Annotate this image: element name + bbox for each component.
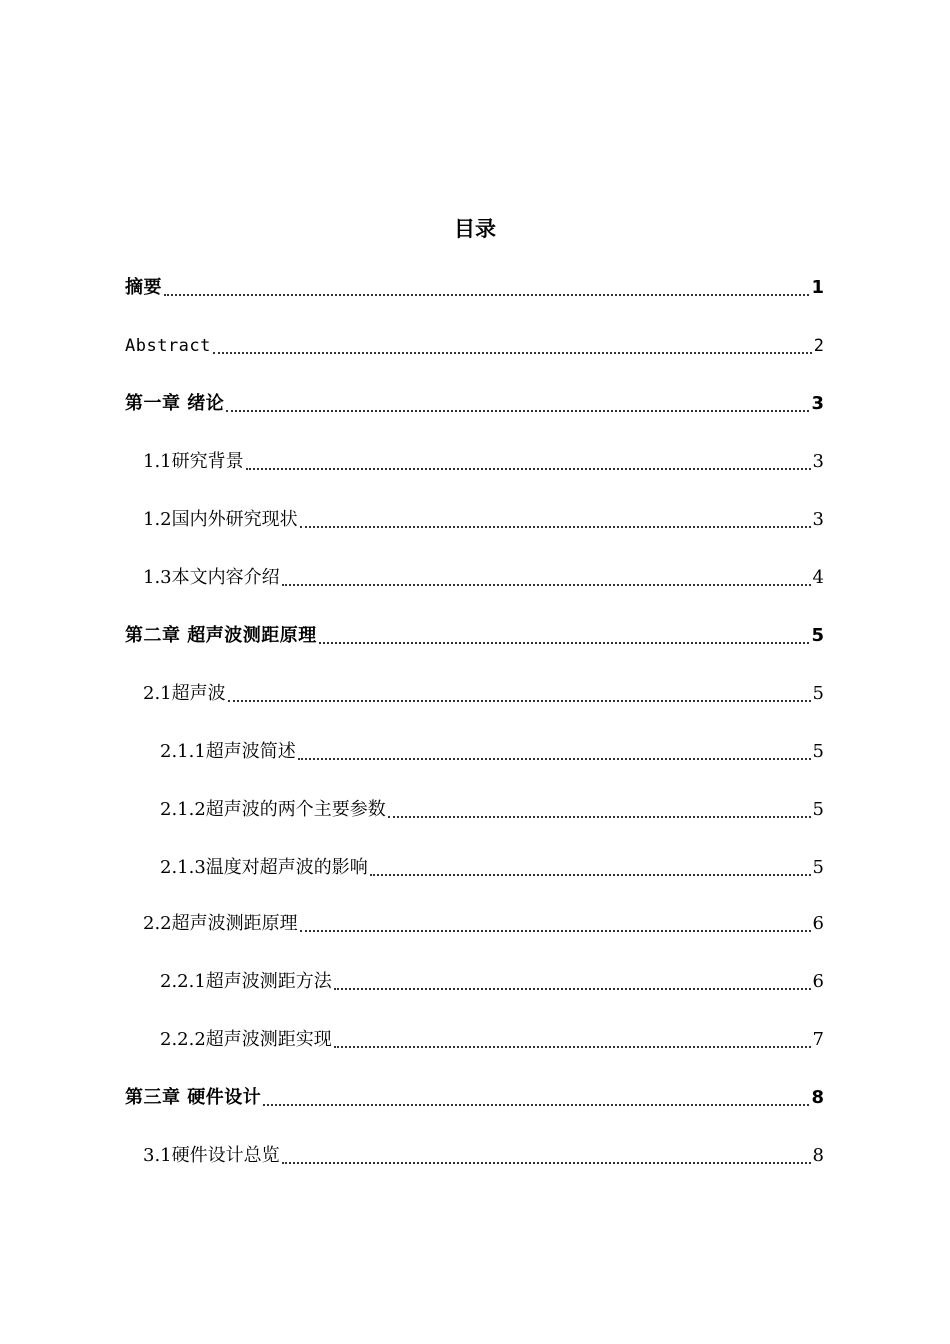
toc-entry-page: 4 — [812, 567, 824, 588]
toc-entry-label: 2.1.1超声波简述 — [160, 741, 296, 762]
dot-leader — [370, 874, 811, 876]
toc-entry-section-2-2-2[interactable] — [160, 1022, 824, 1052]
dot-leader — [164, 294, 809, 296]
toc-entry-page: 5 — [812, 683, 824, 704]
toc-entry-label: 3.1硬件设计总览 — [143, 1145, 280, 1166]
toc-entry-section-1-1[interactable] — [143, 444, 824, 474]
dot-leader — [213, 352, 812, 354]
toc-entry-section-1-2[interactable] — [143, 502, 824, 532]
toc-entry-label: 第一章 绪论 — [125, 393, 225, 414]
toc-entry-label: 2.1.2超声波的两个主要参数 — [160, 799, 386, 820]
toc-entry-page: 3 — [812, 509, 824, 530]
toc-entry-page: 6 — [812, 971, 824, 992]
toc-entry-page: 6 — [812, 913, 824, 934]
dot-leader — [246, 468, 811, 470]
dot-leader — [282, 1162, 811, 1164]
dot-leader — [300, 930, 811, 932]
toc-entry-page: 8 — [812, 1145, 824, 1166]
dot-leader — [282, 584, 811, 586]
toc-entry-page: 5 — [812, 857, 824, 878]
toc-entry-page: 1 — [811, 277, 824, 298]
toc-entry-label: 2.2超声波测距原理 — [143, 913, 298, 934]
toc-entry-label: 2.2.2超声波测距实现 — [160, 1029, 332, 1050]
toc-entry-label: Abstract — [125, 336, 211, 356]
toc-entry-page: 8 — [811, 1087, 824, 1108]
toc-title: 目录 — [454, 217, 496, 241]
toc-entry-section-2-1[interactable] — [143, 676, 824, 706]
toc-entry-page: 5 — [812, 799, 824, 820]
toc-entry-label: 2.1超声波 — [143, 683, 226, 704]
toc-entry-label: 2.2.1超声波测距方法 — [160, 971, 332, 992]
toc-entry-page: 3 — [811, 393, 824, 414]
dot-leader — [334, 988, 811, 990]
dot-leader — [298, 758, 811, 760]
toc-entry-chapter-2[interactable] — [125, 618, 824, 648]
toc-entry-page: 5 — [811, 625, 824, 646]
dot-leader — [300, 526, 811, 528]
toc-entry-section-2-2[interactable] — [143, 906, 824, 936]
dot-leader — [319, 642, 810, 644]
toc-entry-label: 1.2国内外研究现状 — [143, 509, 298, 530]
toc-entry-section-2-1-1[interactable] — [160, 734, 824, 764]
toc-entry-label: 第二章 超声波测距原理 — [125, 625, 317, 646]
dot-leader — [263, 1104, 809, 1106]
toc-entry-page: 7 — [812, 1029, 824, 1050]
toc-entry-page: 3 — [812, 451, 824, 472]
toc-entry-label: 2.1.3温度对超声波的影响 — [160, 857, 368, 878]
toc-entry-page: 5 — [812, 741, 824, 762]
toc-entry-abstract-cn[interactable] — [125, 270, 824, 300]
toc-entry-section-2-1-3[interactable] — [160, 850, 824, 880]
toc-entry-section-2-1-2[interactable] — [160, 792, 824, 822]
toc-entry-label: 1.3本文内容介绍 — [143, 567, 280, 588]
dot-leader — [226, 410, 809, 412]
toc-entry-label: 第三章 硬件设计 — [125, 1087, 262, 1108]
dot-leader — [228, 700, 811, 702]
dot-leader — [334, 1046, 811, 1048]
dot-leader — [388, 816, 811, 818]
toc-entry-chapter-1[interactable] — [125, 386, 824, 416]
toc-entry-section-3-1[interactable] — [143, 1138, 824, 1168]
toc-entry-label: 摘要 — [125, 277, 162, 298]
toc-entry-section-2-2-1[interactable] — [160, 964, 824, 994]
toc-entry-chapter-3[interactable] — [125, 1080, 824, 1110]
toc-entry-abstract-en[interactable] — [125, 328, 824, 358]
toc-entry-label: 1.1研究背景 — [143, 451, 244, 472]
toc-entry-page: 2 — [813, 336, 824, 356]
toc-entry-section-1-3[interactable] — [143, 560, 824, 590]
